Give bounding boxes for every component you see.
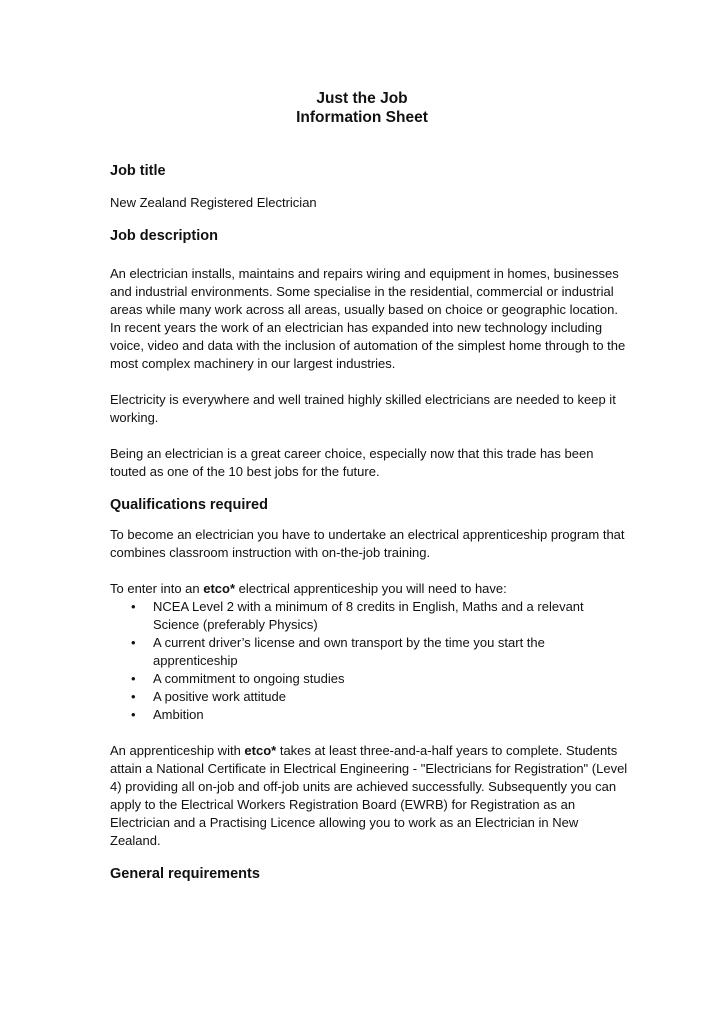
requirements-list xyxy=(110,598,630,724)
qualifications-intro: To become an electrician you have to undertake an electrical apprenticeship program that combines classroom instruction with on-the-job training. xyxy=(110,527,625,560)
title-line-2: Information Sheet xyxy=(296,109,428,126)
title-line-1: Just the Job xyxy=(316,90,408,107)
enter-prefix: To enter into an xyxy=(110,581,204,596)
requirement-text: NCEA Level 2 with a minimum of 8 credits in English, Maths and a relevant Science (preferably Physics) xyxy=(153,599,584,632)
job-title-section xyxy=(110,162,630,212)
bullet-icon: • xyxy=(131,599,136,614)
job-description-paragraph-3: Being an electrician is a great career choice, especially now that this trade has been touted as one of the 10 best jobs for the future. xyxy=(110,446,594,479)
etco-brand: etco* xyxy=(244,743,277,758)
etco-brand: etco* xyxy=(203,581,236,596)
qualifications-enter-text xyxy=(110,580,630,598)
general-requirements-heading: General requirements xyxy=(110,866,260,882)
job-description-paragraph-1: An electrician installs, maintains and repairs wiring and equipment in homes, businesses and industrial environments. Some specialise in the residential, commercial or industrial areas while many work across all areas, usually based on choice or geographic location. In recent years the work of an electrician has expanded into new technology including voice, video and data with the inclusion of automation of the simplest home through to the most complex machinery in our largest industries. xyxy=(110,266,626,371)
apprenticeship-suffix: takes at least three-and-a-half years to complete. Students attain a National Certificate in Electrical Engineering - "Electricians for Registration" (Level 4) providing all on-job and off-job units are achieved successfully. Subsequently you can apply to the Electrical Workers Registration Board (EWRB) for Registration as an Electrician and a Practising Licence allowing you to work as an Electrician in New Zealand. xyxy=(110,743,628,848)
list-item xyxy=(110,670,630,688)
bullet-icon: • xyxy=(131,689,136,704)
apprenticeship-prefix: An apprenticeship with xyxy=(110,743,245,758)
qualifications-heading: Qualifications required xyxy=(110,497,268,513)
job-title-heading: Job title xyxy=(110,163,166,179)
list-item xyxy=(110,706,630,724)
job-title-text: New Zealand Registered Electrician xyxy=(110,195,317,210)
job-description-heading: Job description xyxy=(110,228,218,244)
bullet-icon: • xyxy=(131,707,136,722)
document-body xyxy=(110,162,630,883)
requirement-text: A current driver’s license and own transport by the time you start the apprenticeship xyxy=(153,635,545,668)
job-description-paragraph-2: Electricity is everywhere and well trained highly skilled electricians are needed to keep it working. xyxy=(110,392,616,425)
enter-suffix: electrical apprenticeship you will need to have: xyxy=(235,581,507,596)
document-title xyxy=(0,89,724,127)
requirement-text: A positive work attitude xyxy=(153,689,286,704)
apprenticeship-text xyxy=(110,742,630,850)
list-item xyxy=(110,688,630,706)
bullet-icon: • xyxy=(131,671,136,686)
job-description-section xyxy=(110,227,630,481)
list-item xyxy=(110,634,630,670)
requirement-text: A commitment to ongoing studies xyxy=(153,671,345,686)
general-requirements-section xyxy=(110,865,630,883)
qualifications-section xyxy=(110,496,630,850)
list-item xyxy=(110,598,630,634)
bullet-icon: • xyxy=(131,635,136,650)
requirement-text: Ambition xyxy=(153,707,204,722)
